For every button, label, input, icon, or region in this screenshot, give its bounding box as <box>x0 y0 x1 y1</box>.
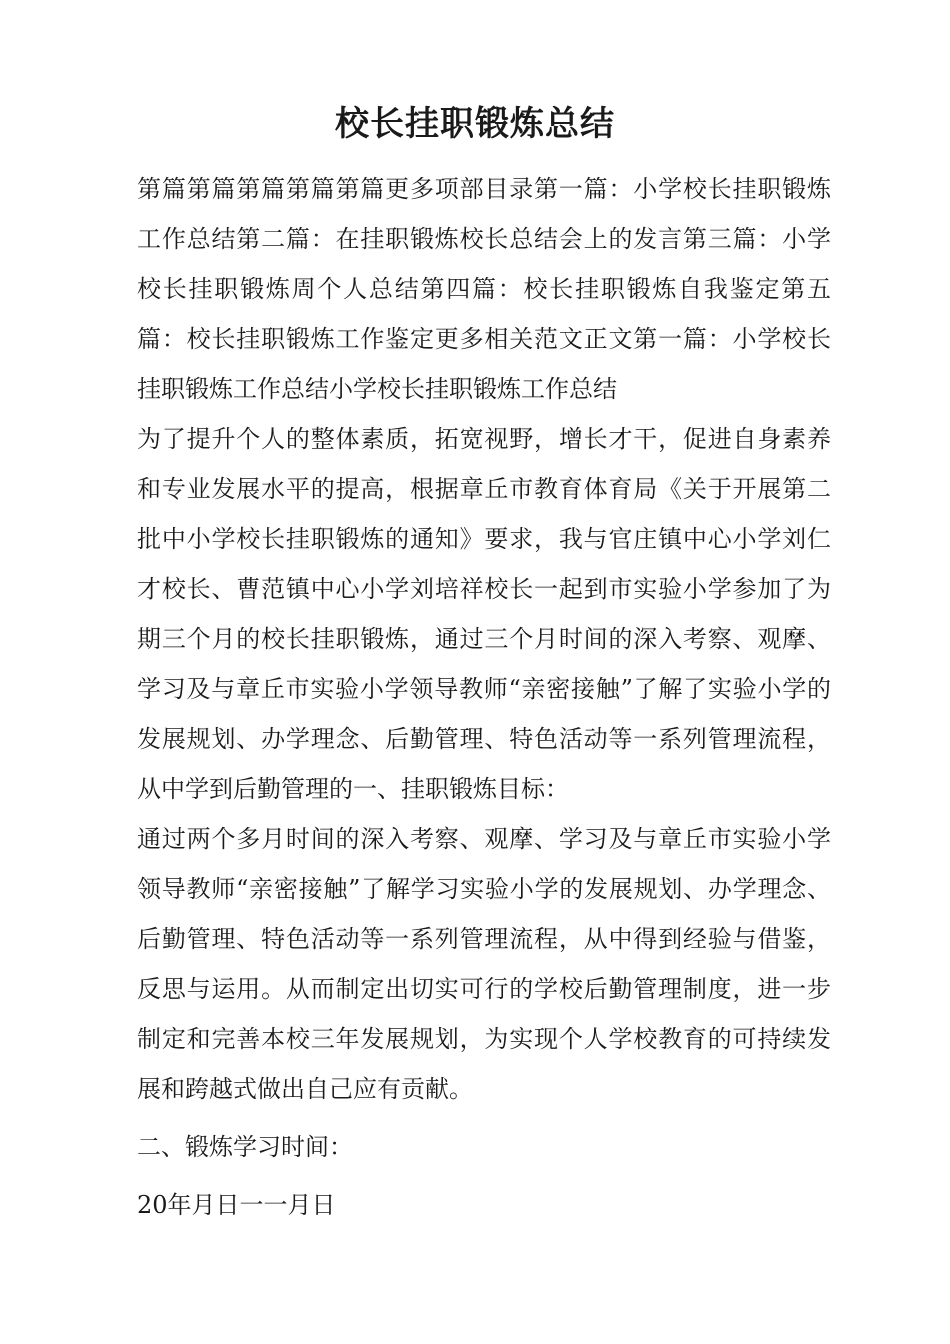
document-title: 校长挂职锻炼总结 <box>335 104 615 144</box>
document-body <box>137 164 831 1230</box>
section-heading-training-time: 二、锻炼学习时间： <box>137 1133 353 1161</box>
paragraph-table-of-contents: 第篇第篇第篇第篇第篇更多项部目录第一篇：小学校长挂职锻炼工作总结第二篇：在挂职锻炼校长总结会上的发言第三篇：小学校长挂职锻炼周个人总结第四篇：校长挂职锻炼自我鉴定第五篇：校长挂职锻炼工作鉴定更多相关范文正文第一篇：小学校长挂职锻炼工作总结小学校长挂职锻炼工作总结 <box>137 175 831 403</box>
paragraph-introduction: 为了提升个人的整体素质，拓宽视野，增长才干，促进自身素养和专业发展水平的提高，根据章丘市教育体育局《关于开展第二批中小学校长挂职锻炼的通知》要求，我与官庄镇中心小学刘仁才校长、曹范镇中心小学刘培祥校长一起到市实验小学参加了为期三个月的校长挂职锻炼，通过三个月时间的深入考察、观摩、学习及与章丘市实验小学领导教师“亲密接触”了解了实验小学的发展规划、办学理念、后勤管理、特色活动等一系列管理流程，从中学到后勤管理的一、挂职锻炼目标： <box>137 425 831 803</box>
paragraph-training-dates: 20年月日一一月日 <box>137 1191 336 1219</box>
paragraph-objectives: 通过两个多月时间的深入考察、观摩、学习及与章丘市实验小学领导教师“亲密接触”了解学习实验小学的发展规划、办学理念、后勤管理、特色活动等一系列管理流程，从中得到经验与借鉴，反思与运用。从而制定出切实可行的学校后勤管理制度，进一步制定和完善本校三年发展规划，为实现个人学校教育的可持续发展和跨越式做出自己应有贡献。 <box>137 825 831 1103</box>
